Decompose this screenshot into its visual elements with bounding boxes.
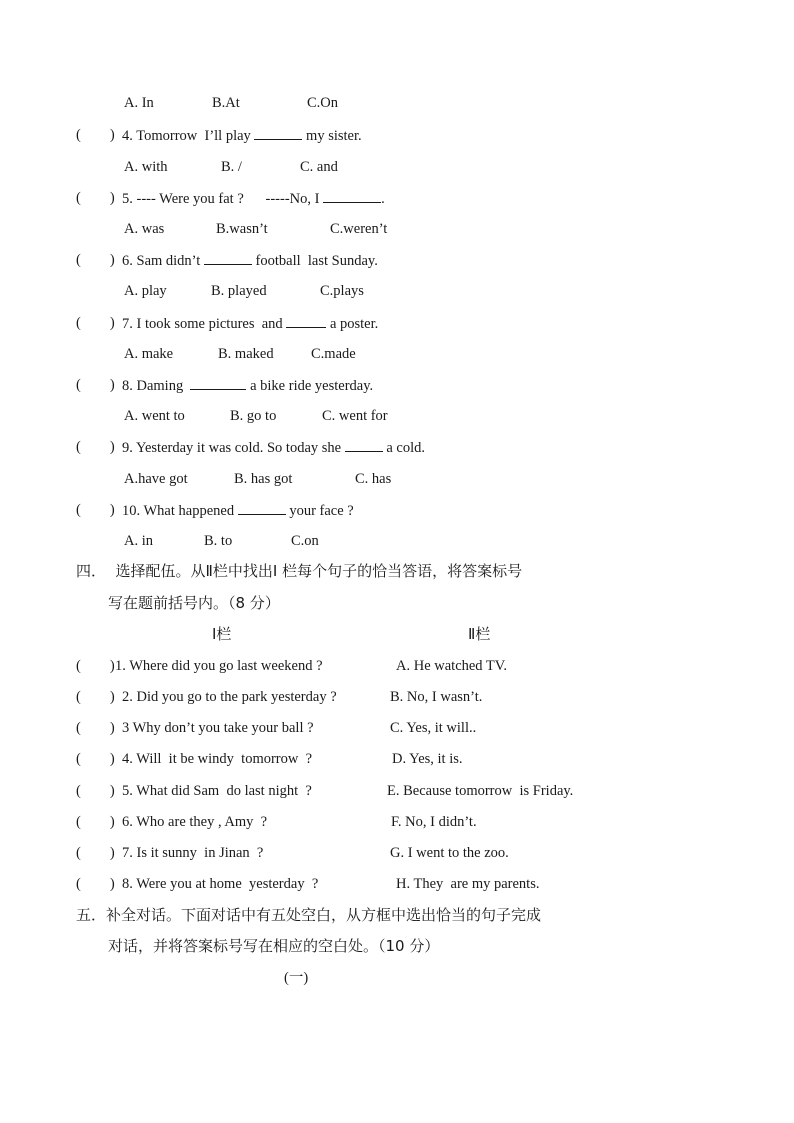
option-c: C.made bbox=[311, 346, 356, 362]
option-b: B. has got bbox=[234, 471, 293, 487]
right-answer: F. No, I didn’t. bbox=[391, 814, 477, 830]
left-sentence: 1. Where did you go last weekend ? bbox=[115, 658, 323, 674]
answer-parenthesis[interactable]: ( ) bbox=[76, 689, 115, 705]
right-answer: D. Yes, it is. bbox=[392, 751, 463, 767]
left-sentence: 7. Is it sunny in Jinan ? bbox=[122, 845, 264, 861]
answer-blank[interactable] bbox=[286, 314, 326, 328]
option-c: C.weren’t bbox=[330, 221, 388, 237]
question-text: 6. Sam didn’t football last Sunday. bbox=[122, 253, 378, 269]
answer-parenthesis[interactable]: ( ) bbox=[76, 720, 115, 736]
answer-parenthesis[interactable]: ( ) bbox=[76, 252, 115, 268]
option-b: B. maked bbox=[218, 346, 274, 362]
question-text: 8. Daming a bike ride yesterday. bbox=[122, 378, 374, 394]
answer-parenthesis[interactable]: ( ) bbox=[76, 814, 115, 830]
answer-blank[interactable] bbox=[345, 438, 383, 452]
answer-parenthesis[interactable]: ( ) bbox=[76, 377, 115, 393]
question-text: 7. I took some pictures and a poster. bbox=[122, 316, 379, 332]
question-text: 5. ---- Were you fat ? -----No, I . bbox=[122, 191, 385, 207]
left-sentence: 8. Were you at home yesterday ? bbox=[122, 876, 319, 892]
answer-blank[interactable] bbox=[204, 251, 252, 265]
answer-parenthesis[interactable]: ( ) bbox=[76, 190, 115, 206]
answer-parenthesis[interactable]: ( ) bbox=[76, 845, 115, 861]
option-c: C. has bbox=[355, 471, 392, 487]
section-4-heading: 四． 选择配伍。从Ⅱ栏中找出Ⅰ 栏每个句子的恰当答语，将答案标号 bbox=[76, 562, 523, 580]
right-answer: C. Yes, it will.. bbox=[390, 720, 477, 736]
option-c: C.plays bbox=[320, 283, 364, 299]
question-text: 10. What happened your face ? bbox=[122, 503, 354, 519]
right-answer: H. They are my parents. bbox=[396, 876, 540, 892]
option-b: B. / bbox=[221, 159, 242, 175]
q3-option-a: A. In bbox=[124, 95, 154, 111]
dialogue-part-label: (一) bbox=[284, 970, 309, 986]
q3-option-b: B.At bbox=[212, 95, 240, 111]
answer-parenthesis[interactable]: ( ) bbox=[76, 315, 115, 331]
option-b: B. played bbox=[211, 283, 267, 299]
left-sentence: 4. Will it be windy tomorrow ? bbox=[122, 751, 313, 767]
question-text: 4. Tomorrow I’ll play my sister. bbox=[122, 128, 362, 144]
answer-parenthesis[interactable]: ( ) bbox=[76, 439, 115, 455]
left-sentence: 3 Why don’t you take your ball ? bbox=[122, 720, 314, 736]
section-5-heading-cont: 对话，并将答案标号写在相应的空白处。（10 分） bbox=[108, 937, 440, 955]
option-a: A. make bbox=[124, 346, 174, 362]
q3-option-c: C.On bbox=[307, 95, 339, 111]
answer-blank[interactable] bbox=[238, 501, 286, 515]
option-c: C. went for bbox=[322, 408, 388, 424]
option-b: B. to bbox=[204, 533, 233, 549]
right-answer: B. No, I wasn’t. bbox=[390, 689, 483, 705]
answer-blank[interactable] bbox=[323, 189, 381, 203]
column-2-header: Ⅱ栏 bbox=[468, 625, 491, 643]
section-4-heading-cont: 写在题前括号内。（8 分） bbox=[108, 594, 280, 612]
option-c: C.on bbox=[291, 533, 319, 549]
answer-parenthesis[interactable]: ( ) bbox=[76, 658, 115, 674]
section-5-heading: 五．补全对话。下面对话中有五处空白，从方框中选出恰当的句子完成 bbox=[76, 906, 542, 924]
answer-blank[interactable] bbox=[190, 376, 246, 390]
option-a: A. was bbox=[124, 221, 165, 237]
right-answer: E. Because tomorrow is Friday. bbox=[387, 783, 574, 799]
answer-parenthesis[interactable]: ( ) bbox=[76, 751, 115, 767]
answer-parenthesis[interactable]: ( ) bbox=[76, 127, 115, 143]
answer-parenthesis[interactable]: ( ) bbox=[76, 783, 115, 799]
question-text: 9. Yesterday it was cold. So today she a cold. bbox=[122, 440, 425, 456]
column-1-header: Ⅰ栏 bbox=[212, 625, 232, 643]
option-a: A. with bbox=[124, 159, 168, 175]
option-a: A.have got bbox=[124, 471, 188, 487]
answer-parenthesis[interactable]: ( ) bbox=[76, 876, 115, 892]
option-c: C. and bbox=[300, 159, 338, 175]
left-sentence: 2. Did you go to the park yesterday ? bbox=[122, 689, 337, 705]
option-b: B.wasn’t bbox=[216, 221, 268, 237]
answer-parenthesis[interactable]: ( ) bbox=[76, 502, 115, 518]
option-a: A. went to bbox=[124, 408, 185, 424]
option-a: A. in bbox=[124, 533, 153, 549]
option-b: B. go to bbox=[230, 408, 277, 424]
left-sentence: 6. Who are they , Amy ? bbox=[122, 814, 268, 830]
answer-blank[interactable] bbox=[254, 126, 302, 140]
left-sentence: 5. What did Sam do last night ? bbox=[122, 783, 312, 799]
right-answer: G. I went to the zoo. bbox=[390, 845, 509, 861]
right-answer: A. He watched TV. bbox=[396, 658, 508, 674]
option-a: A. play bbox=[124, 283, 167, 299]
